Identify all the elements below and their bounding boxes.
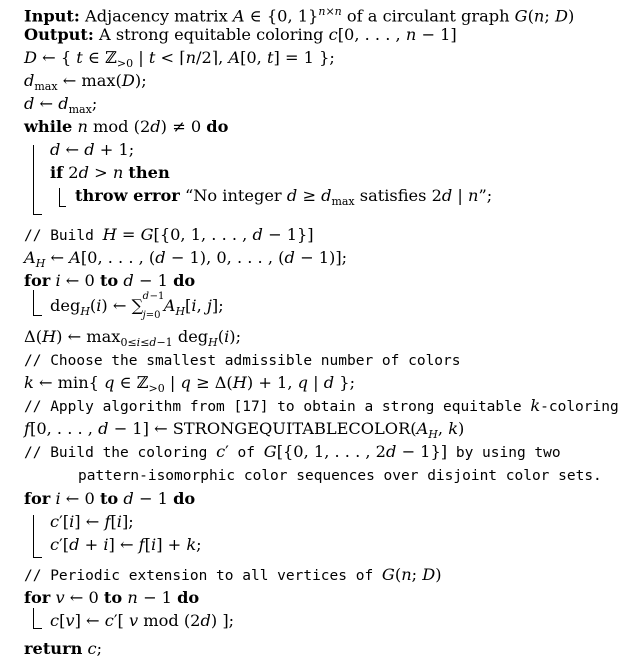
algorithm-line-13: Δ(H) ← $\max_{0\le i\le d-1} deg_H(i)$;: [24, 327, 242, 350]
algorithm-line-24: for v ← 0 to n − 1 do: [24, 588, 200, 607]
algorithm-line-15: k ← min{ q ∈ ℤ$_{>0}$ | q ≥ Δ(H) + 1, q | d };: [24, 373, 356, 396]
algorithm-line-10: $A_H$ ← A[0, . . . , (d − 1), 0, . . . , (d − 1)];: [24, 248, 348, 271]
while-block-end: [33, 214, 42, 215]
algorithm-line-18: // Build the coloring c′ of G[{0, 1, . . . , 2d − 1}] by using two: [24, 442, 561, 461]
for-color-block-rule: [33, 515, 34, 557]
algorithm-line-3: $d_{max}$ ← max(D);: [24, 71, 147, 94]
for-extend-block-rule: [33, 608, 34, 628]
algorithm-line-6: d ← d + 1;: [50, 140, 135, 159]
for-deg-block-end: [33, 315, 42, 316]
for-color-block-end: [33, 557, 42, 558]
algorithm-line-11: for i ← 0 to d − 1 do: [24, 271, 196, 290]
algorithm-line-12: deg$_H$(i) ← ∑ d −1 j=0 $A_H[i$, j];: [50, 291, 224, 321]
algorithm-line-1: Output: A strong equitable coloring c[0, . . . , n − 1]: [24, 25, 457, 44]
algorithm-line-0: Input: Adjacency matrix A ∈ {0, 1}$^{n\times n}$ of a circulant graph G(n; D): [24, 5, 575, 26]
algorithm-line-26: return c;: [24, 639, 103, 658]
algorithm-line-21: c′[i] ← f[i];: [50, 512, 134, 531]
algorithm-line-5: while n mod (2d) ≠ 0 do: [24, 117, 229, 136]
while-block-rule: [33, 145, 34, 214]
algorithm-line-9: // Build H = G[{0, 1, . . . , d − 1}]: [24, 225, 314, 244]
algorithm-line-17: f[0, . . . , d − 1] ← $STRONGEQUITABLECOLOR(A_H$, k): [24, 419, 465, 442]
algorithm-line-8: throw error “No integer $d \ge d_{max}$ satisfies 2d | n”;: [75, 186, 493, 209]
algorithm-line-22: c′[d + i] ← f[i] + k;: [50, 535, 202, 554]
algorithm-line-20: for i ← 0 to d − 1 do: [24, 489, 196, 508]
if-block-end: [59, 206, 66, 207]
algorithm-line-4: d ← $d_{max}$;: [24, 94, 98, 117]
for-deg-block-rule: [33, 290, 34, 315]
if-block-rule: [59, 188, 60, 206]
algorithm-line-2: D ← { t ∈ ℤ$_{>0}$ | t < ⌈n/2⌉, A[0, t] = 1 };: [24, 48, 335, 71]
algorithm-line-25: c[v] ← c′[ v mod (2d) ];: [50, 611, 235, 630]
algorithm-line-16: // Apply algorithm from [17] to obtain a strong equitable k-coloring: [24, 396, 619, 415]
for-extend-block-end: [33, 628, 42, 629]
algorithm-line-7: if 2d > n then: [50, 163, 170, 182]
algorithm-line-23: // Periodic extension to all vertices of G(n; D): [24, 565, 442, 584]
algorithm-line-19: pattern-isomorphic color sequences over disjoint color sets.: [78, 468, 602, 484]
algorithm-line-14: // Choose the smallest admissible number of colors: [24, 353, 461, 369]
